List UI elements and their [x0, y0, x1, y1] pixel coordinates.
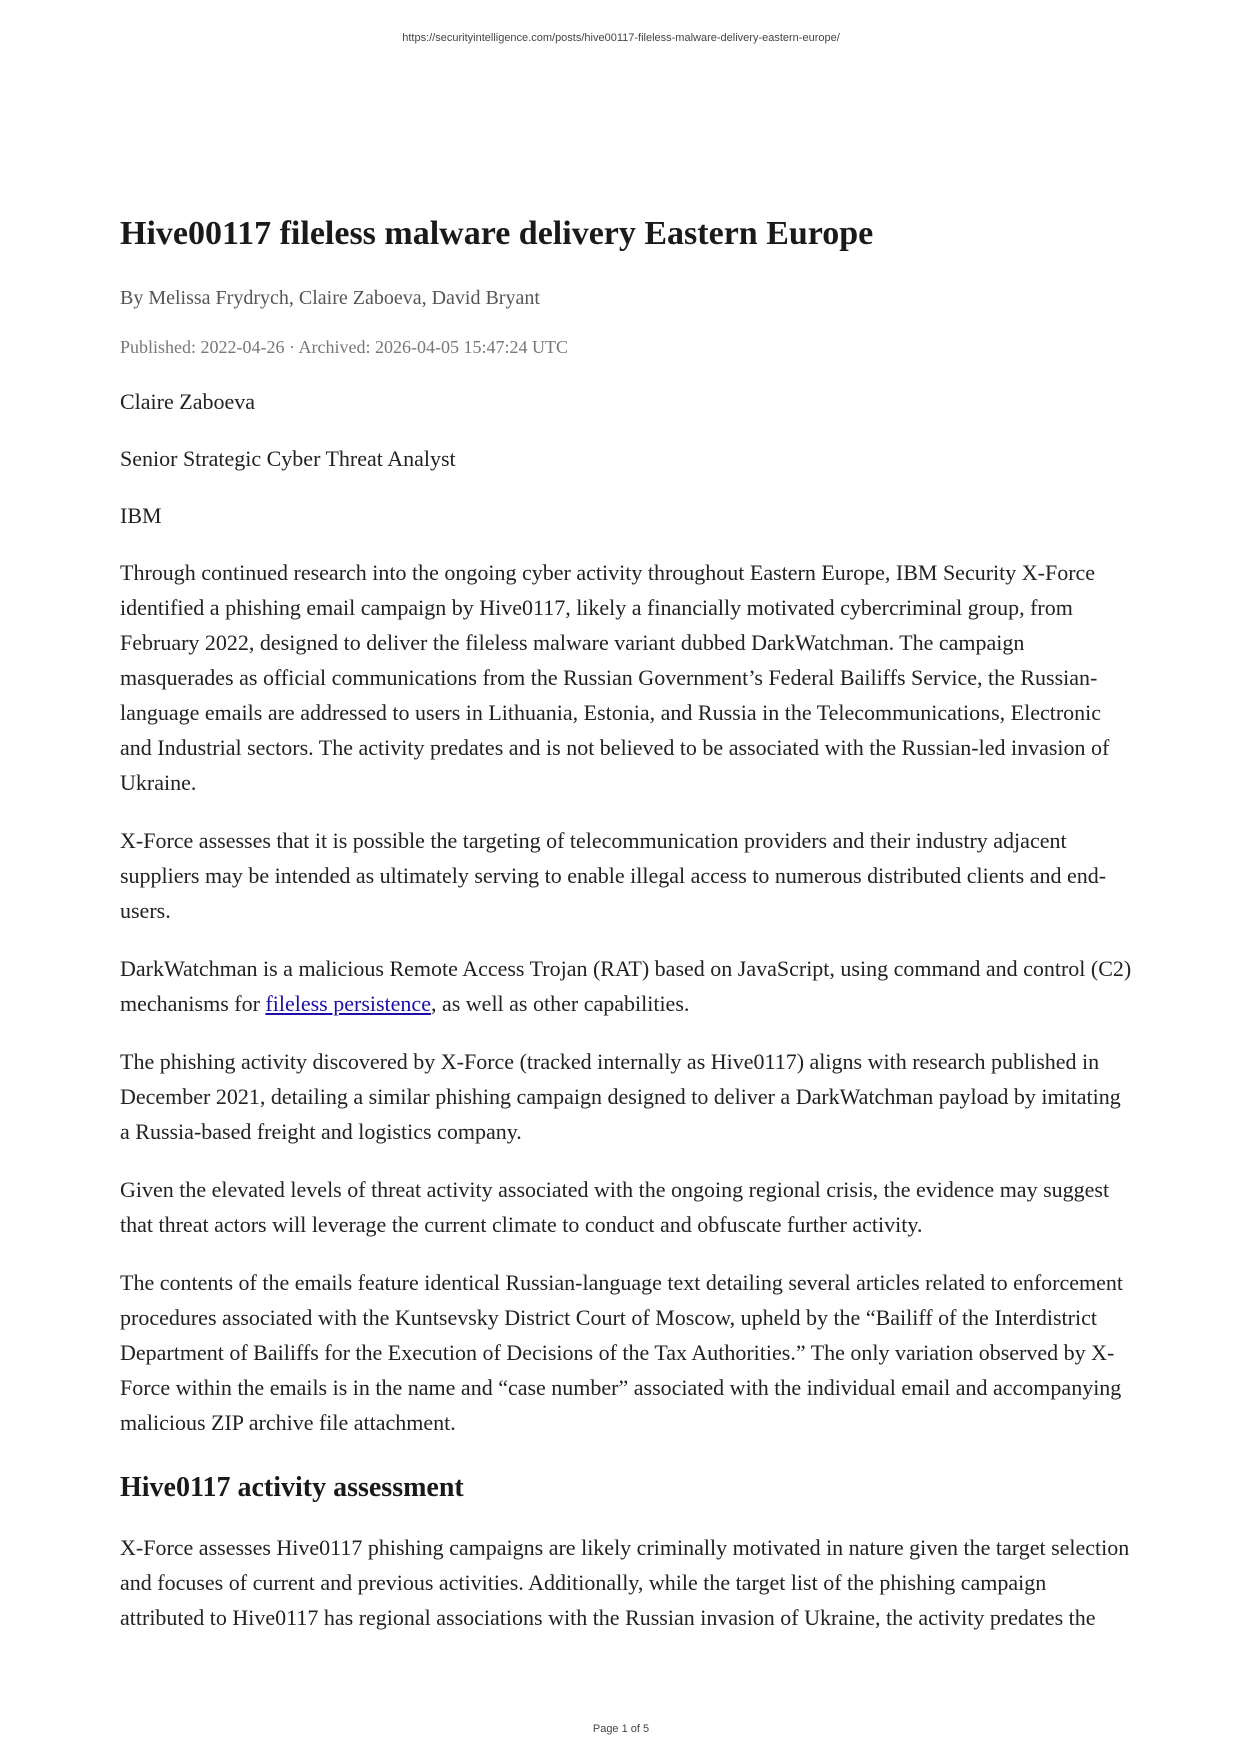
paragraph: Given the elevated levels of threat activity associated with the ongoing regional crisis, the evidence may suggest that threat actors will leverage the current climate to conduct and obfuscate further activity.	[120, 1177, 1110, 1237]
publish-info: Published: 2022-04-26 · Archived: 2026-04-05 15:47:24 UTC	[120, 337, 568, 357]
paragraph: The phishing activity discovered by X-Force (tracked internally as Hive0117) aligns with research published in December 2021, detailing a similar phishing campaign designed to deliver a DarkWatchman payload by imitating a Russia-based freight and logistics company.	[120, 1049, 1121, 1144]
fileless-persistence-link[interactable]: fileless persistence	[265, 991, 431, 1016]
section-heading: Hive0117 activity assessment	[120, 1472, 464, 1503]
paragraph: X-Force assesses Hive0117 phishing campaigns are likely criminally motivated in nature given the target selection and focuses of current and previous activities. Additionally, while the target list of the phishing campaign attributed to Hive0117 has regional associations with the Russian invasion of Ukraine, the activity predates the	[120, 1535, 1130, 1630]
paragraph-text: , as well as other capabilities.	[430, 991, 690, 1016]
author-title: Senior Strategic Cyber Threat Analyst	[120, 446, 456, 471]
author-org: IBM	[120, 503, 162, 528]
article	[120, 212, 1135, 1658]
paragraph	[120, 951, 1135, 1021]
paragraph: X-Force assesses that it is possible the targeting of telecommunication providers and their industry adjacent suppliers may be intended as ultimately serving to enable illegal access to numerous distributed clients and end-users.	[120, 828, 1107, 923]
paragraph: The contents of the emails feature identical Russian-language text detailing several articles related to enforcement procedures associated with the Kuntsevsky District Court of Moscow, upheld by the “Bailiff of the Interdistrict Department of Bailiffs for the Execution of Decisions of the Tax Authorities.” The only variation observed by X-Force within the emails is in the name and “case number” associated with the individual email and accompanying malicious ZIP archive file attachment.	[120, 1270, 1124, 1435]
paragraph: Through continued research into the ongoing cyber activity throughout Eastern Europe, IBM Security X-Force identified a phishing email campaign by Hive0117, likely a financially motivated cybercriminal group, from February 2022, designed to deliver the fileless malware variant dubbed DarkWatchman. The campaign masquerades as official communications from the Russian Government’s Federal Bailiffs Service, the Russian-language emails are addressed to users in Lithuania, Estonia, and Russia in the Telecommunications, Electronic and Industrial sectors. The activity predates and is not believed to be associated with the Russian-led invasion of Ukraine.	[120, 560, 1110, 795]
article-title: Hive00117 fileless malware delivery Eastern Europe	[120, 215, 874, 252]
byline: By Melissa Frydrych, Claire Zaboeva, David Bryant	[120, 287, 540, 309]
author-name: Claire Zaboeva	[120, 389, 255, 414]
page-url: https://securityintelligence.com/posts/hive00117-fileless-malware-delivery-eastern-europe/	[402, 32, 840, 44]
page-number: Page 1 of 5	[592, 1723, 650, 1735]
paragraph-text: DarkWatchman is a malicious Remote Access Trojan (RAT) based on JavaScript, using command and control (C2) mechanisms for	[120, 956, 1132, 1016]
